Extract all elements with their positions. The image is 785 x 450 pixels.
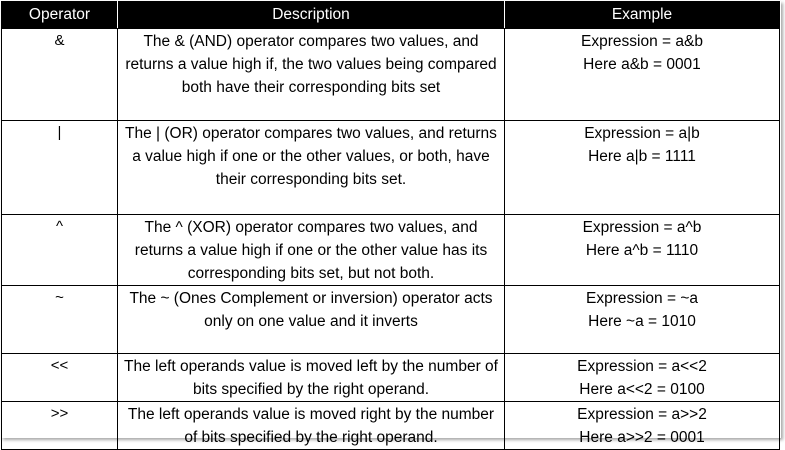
- table-row-left-shift: [2, 354, 780, 402]
- header-example: Example: [505, 2, 780, 29]
- operator-cell: <<: [2, 354, 118, 402]
- description-cell: The left operands value is moved left by the number of bits specified by the right operand.: [118, 354, 505, 402]
- table-row-right-shift: [2, 402, 780, 450]
- example-expression: Expression = ~a: [585, 290, 698, 307]
- document-page: [1, 1, 781, 446]
- example-expression: Expression = a&b: [581, 33, 703, 50]
- header-row: [2, 2, 780, 29]
- operator-cell: |: [2, 121, 118, 215]
- bitwise-operators-table: [1, 1, 780, 450]
- description-cell: The & (AND) operator compares two values, and returns a value high if, the two values being compared both have their corresponding bits set: [118, 29, 505, 121]
- example-cell: [505, 286, 780, 354]
- description-cell: The left operands value is moved right by the number of bits specified by the right operand.: [118, 402, 505, 450]
- example-cell: [505, 215, 780, 286]
- example-result: Here a<<2 = 0100: [579, 381, 705, 398]
- example-result: Here a^b = 1110: [585, 242, 699, 259]
- description-cell: The ^ (XOR) operator compares two values, and returns a value high if one or the other value has its corresponding bits set, but not both.: [118, 215, 505, 286]
- operator-cell: >>: [2, 402, 118, 450]
- table-row-and: [2, 29, 780, 121]
- example-expression: Expression = a<<2: [577, 358, 707, 375]
- example-result: Here a>>2 = 0001: [579, 429, 705, 446]
- table-row-or: [2, 121, 780, 215]
- example-result: Here ~a = 1010: [588, 313, 696, 330]
- example-result: Here a&b = 0001: [583, 56, 701, 73]
- table-row-xor: [2, 215, 780, 286]
- example-cell: [505, 354, 780, 402]
- example-cell: [505, 29, 780, 121]
- example-result: Here a|b = 1111: [588, 148, 696, 165]
- operator-cell: ^: [2, 215, 118, 286]
- table-row-ones-complement: [2, 286, 780, 354]
- header-description: Description: [118, 2, 505, 29]
- example-expression: Expression = a|b: [584, 125, 700, 142]
- operator-cell: &: [2, 29, 118, 121]
- description-cell: The ~ (Ones Complement or inversion) operator acts only on one value and it inverts: [118, 286, 505, 354]
- header-operator: Operator: [2, 2, 118, 29]
- example-cell: [505, 402, 780, 450]
- example-expression: Expression = a>>2: [577, 406, 707, 423]
- example-cell: [505, 121, 780, 215]
- operator-cell: ~: [2, 286, 118, 354]
- example-expression: Expression = a^b: [582, 219, 702, 236]
- description-cell: The | (OR) operator compares two values, and returns a value high if one or the other values, or both, have their corresponding bits set.: [118, 121, 505, 215]
